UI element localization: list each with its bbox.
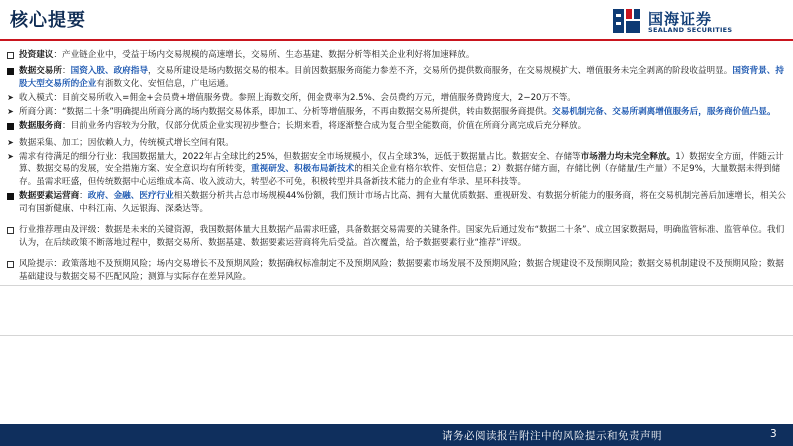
header-divider	[0, 39, 793, 41]
section-divider	[0, 335, 793, 336]
body-text: 1）数据安全方面，伴随云计算、数据交易的发展，安全措施方案、安全意识均有所转变，	[19, 151, 784, 175]
highlight-text: 国资入股、政府指导	[70, 66, 148, 77]
body-text: ，交易所建设是场内数据交易的根本。目前因数据服务商能力参差不齐，交易所仍提供数商服务，在交易规模扩大、增值服务未完全剥离的阶段收益明显。	[147, 66, 733, 77]
key-points-list	[2, 49, 788, 285]
body-text: 行业推荐理由及评级：数据是未来的关键资源，我国数据体量大且数据产品需求旺盛，具备数据交易需要的关键条件。国家先后通过发布“数据二十条”、成立国家数据局，明确监管标准、监管单位。我们认为，在后续政策不断落地过程中，数据交易所、数据基建、数据要素运营商将先后受益。首次覆盖，给予数据要素行业“推荐”评级。	[19, 225, 785, 248]
body-text: 风险提示：政策落地不及预期风险；场内交易增长不及预期风险；数据确权标准制定不及预期风险；数据要素市场发展不及预期风险；数据合规建设不及预期风险；数据交易机制建设不及预期风险；数据基础建设与数据交易不匹配风险；测算与实际存在差异风险。	[19, 259, 784, 283]
body-text: ：目前业务内容较为分散，仅部分优质企业实现初步整合；长期来看，将逐渐整合成为复合型全能数商，价值在所商分离完成后充分释放。	[61, 121, 587, 132]
keyword-text: 市场潜力均未完全释放。	[580, 151, 676, 162]
body-text: 所商分离：“数据二十条”明确提出所商分离的场内数据交易体系，即加工、分析等增值服务，不再由数据交易所提供，转由数据服务商提供。	[19, 107, 553, 118]
arrow-bullet-icon: ➤	[7, 92, 14, 102]
arrow-bullet-icon: ➤	[7, 137, 14, 147]
body-text: 收入模式：目前交易所收入=佣金+会员费+增值服务费。参照上海数交所，佣金费率为2.5%、会员费约万元，增值服务费跨度大，2−20万不等。	[19, 92, 576, 103]
company-logo	[612, 7, 792, 37]
hollow-square-bullet-icon	[2, 224, 19, 249]
page-title: 核心提要	[10, 10, 86, 31]
filled-square-bullet-icon	[2, 120, 19, 135]
arrow-bullet-icon: ➤	[7, 151, 14, 161]
body-text: 数据采集、加工；因依赖人力，传统模式增长空间有限。	[19, 137, 234, 148]
hollow-square-bullet-icon	[2, 258, 19, 283]
bullet-text	[19, 49, 788, 64]
bullet-text	[19, 224, 788, 249]
bullet-text	[19, 190, 788, 215]
arrow-bullet-icon: ➤	[7, 107, 14, 117]
bullet-item	[2, 120, 788, 135]
body-text: ：产业链企业中，受益于场内交易规模的高速增长，交易所、生态基建、数据分析等相关企业利好将加速释放。	[53, 50, 475, 60]
body-text: ：	[61, 66, 71, 77]
bullet-item	[2, 151, 788, 189]
keyword-text: 数据服务商	[19, 121, 62, 132]
bullet-text	[19, 92, 788, 105]
page-footer	[0, 424, 793, 446]
bullet-text	[19, 258, 788, 283]
sealand-logo-icon	[612, 7, 642, 35]
page-number: 3	[770, 428, 777, 440]
bullet-text	[19, 137, 788, 150]
bullet-item	[2, 92, 788, 105]
section-divider	[0, 285, 793, 286]
highlight-text: 重视研发、积极布局新技术	[251, 164, 355, 175]
body-text: 相关数据分析共占总市场规模44%份额，我们预计市场占比高、拥有大量优质数据、重视研发、有数据分析能力的服务商，将在交易机制完善后加速增长，相关公司有国新健康、中科江南、久远银海、深桑达等。	[19, 191, 786, 214]
bullet-text	[19, 120, 788, 135]
body-text: 的相关企业有格尔软件、安恒信息；2）数据存储方面，存储比例（存储量/生产量）不足9%，大量数据未得到储存。虽需求旺盛，但传统数据中心运维成本高、收入波动大，转型必不可免，积极转型并具备新技术能力的企业有华录、星环科技等。	[19, 164, 781, 187]
logo-chinese-name: 国海证券	[648, 10, 713, 28]
highlight-text: 交易机制完备、交易所剥离增值服务后，服务商价值凸显。	[552, 107, 776, 118]
hollow-square-bullet-icon	[2, 49, 19, 64]
body-text: 需求有待满足的细分行业：我国数据量大，2022年占全球比约25%，但数据安全市场规模小，仅占全球3%，远低于数据量占比。数据安全、存储等	[19, 151, 581, 162]
bullet-item	[2, 224, 788, 249]
bullet-item	[2, 49, 788, 64]
bullet-text	[19, 106, 788, 119]
keyword-text: 数据交易所	[19, 66, 62, 77]
bullet-item	[2, 65, 788, 90]
bullet-item	[2, 190, 788, 215]
body-text: 有浙数文化、安恒信息，广电运通。	[96, 78, 234, 89]
bullet-item	[2, 137, 788, 150]
footer-disclaimer: 请务必阅读报告附注中的风险提示和免责声明	[442, 430, 662, 442]
logo-english-name: SEALAND SECURITIES	[648, 26, 733, 34]
body-text: ：	[79, 191, 88, 202]
filled-square-bullet-icon	[2, 65, 19, 90]
highlight-text: 政府、金融、医疗行业	[87, 191, 174, 202]
bullet-text	[19, 65, 788, 90]
keyword-text: 投资建议	[19, 50, 54, 60]
page-header	[0, 0, 793, 44]
keyword-text: 数据要素运营商	[19, 191, 80, 202]
bullet-item	[2, 106, 788, 119]
filled-square-bullet-icon	[2, 190, 19, 215]
bullet-item	[2, 258, 788, 283]
highlight-text: 国资背景、持股大型交易所的企业	[19, 66, 784, 89]
bullet-text	[19, 151, 788, 189]
